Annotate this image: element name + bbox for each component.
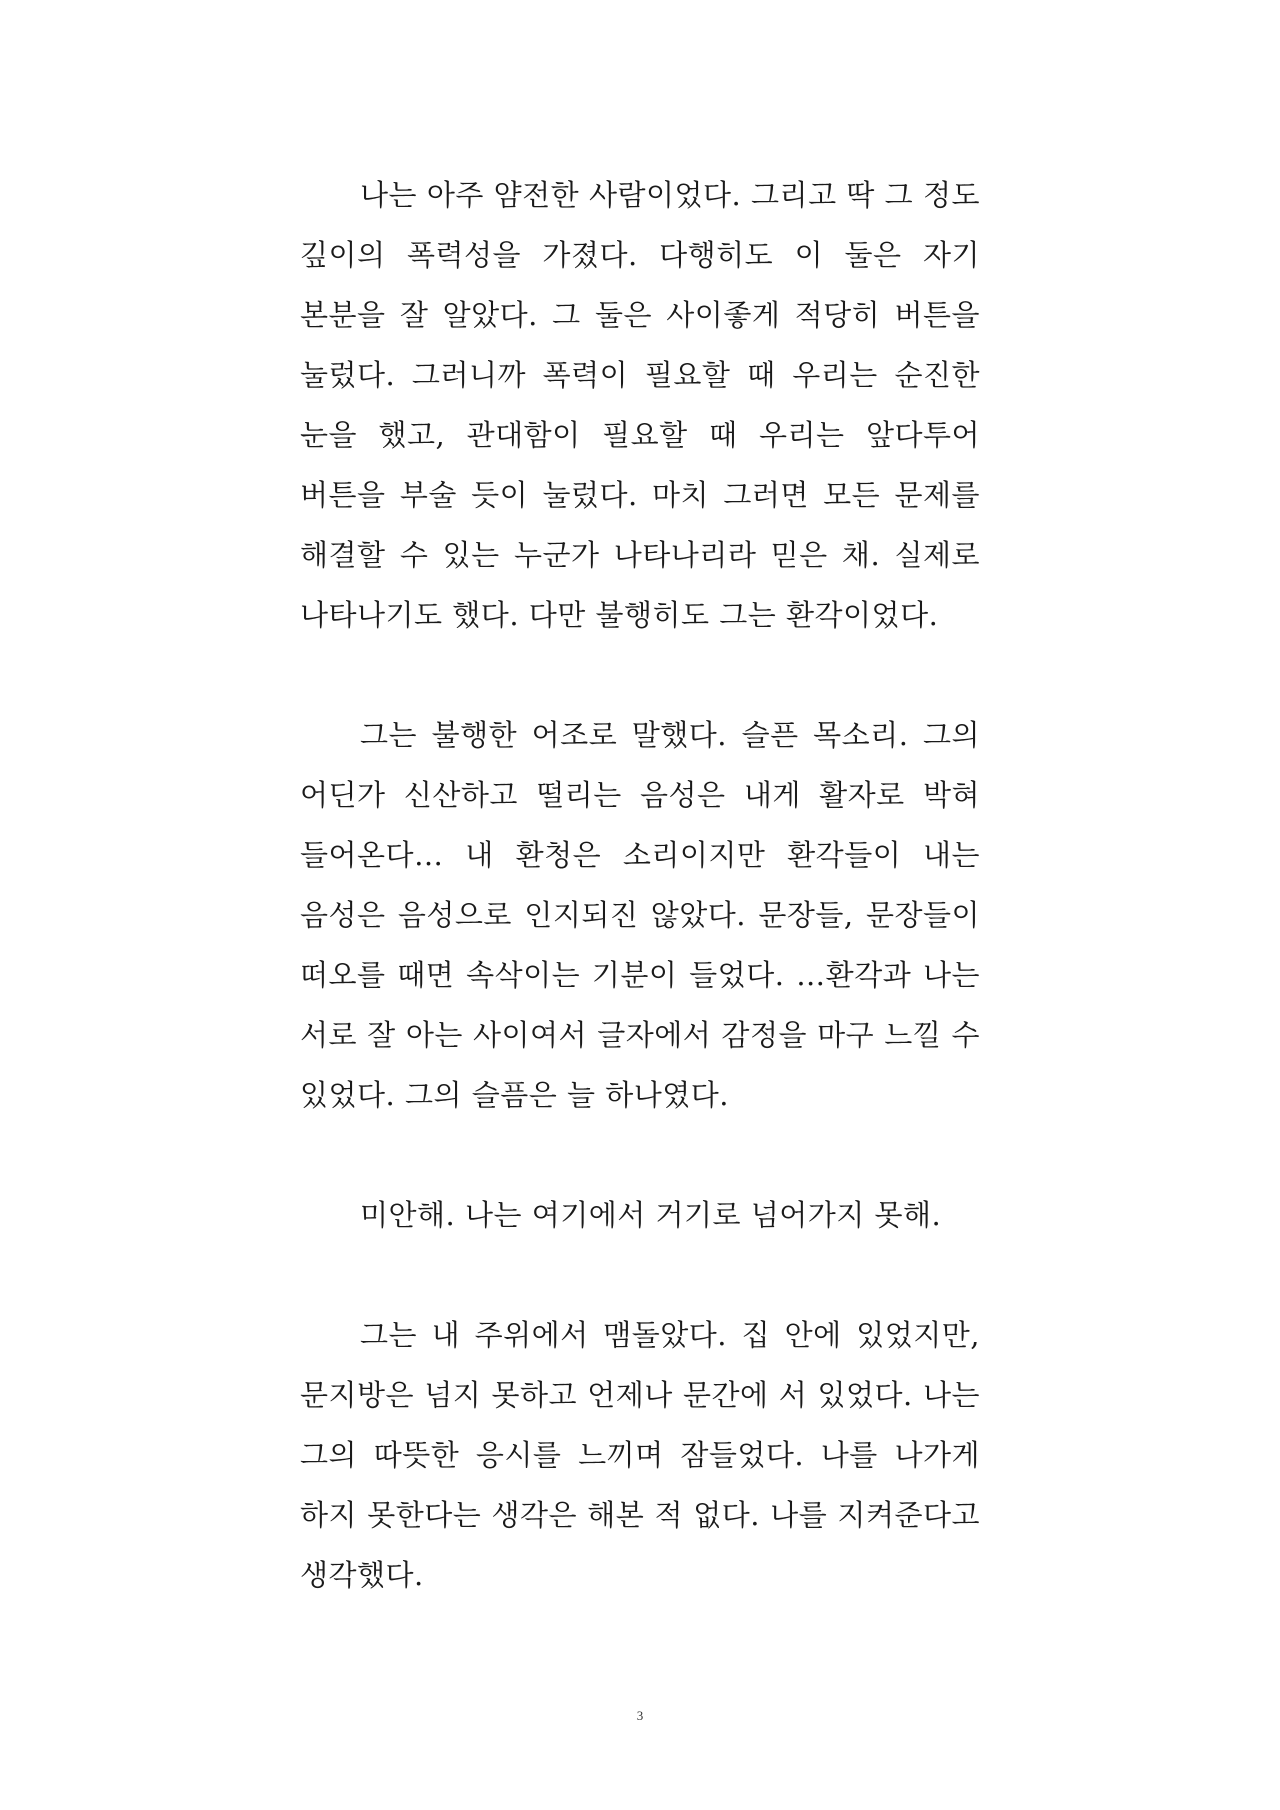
paragraph-2: 그는 불행한 어조로 말했다. 슬픈 목소리. 그의 어딘가 신산하고 떨리는 음성은 내게 활자로 박혀 들어온다… 내 환청은 소리이지만 환각들이 내는 음성은 음성으로 인지되진 않았다. 문장들, 문장들이 떠오를 때면 속삭이는 기분이 들었다. …환각과 나는 서로 잘 아는 사이여서 글자에서 감정을 마구 느낄 수 있었다. 그의 슬픔은 늘 하나였다. (300, 718, 980, 1112)
page-number: 3 (636, 1708, 644, 1723)
paragraph-1: 나는 아주 얌전한 사람이었다. 그리고 딱 그 정도 깊이의 폭력성을 가졌다. 다행히도 이 둘은 자기 본분을 잘 알았다. 그 둘은 사이좋게 적당히 버튼을 눌렀다. 그러니까 폭력이 필요할 때 우리는 순진한 눈을 했고, 관대함이 필요할 때 우리는 앞다투어 버튼을 부술 듯이 눌렀다. 마치 그러면 모든 문제를 해결할 수 있는 누군가 나타나리라 믿은 채. 실제로 나타나기도 했다. 다만 불행히도 그는 환각이었다. (300, 178, 980, 632)
body-text (300, 165, 980, 1605)
paragraph-gap (300, 645, 980, 705)
paragraph-4: 그는 내 주위에서 맴돌았다. 집 안에 있었지만, 문지방은 넘지 못하고 언제나 문간에 서 있었다. 나는 그의 따뜻한 응시를 느끼며 잠들었다. 나를 나가게 하지 못한다는 생각은 해본 적 없다. 나를 지켜준다고 생각했다. (300, 1318, 980, 1592)
paragraph-gap (300, 1245, 980, 1305)
paragraph-3: 미안해. 나는 여기에서 거기로 넘어가지 못해. (360, 1198, 942, 1232)
paragraph-gap (300, 1125, 980, 1185)
